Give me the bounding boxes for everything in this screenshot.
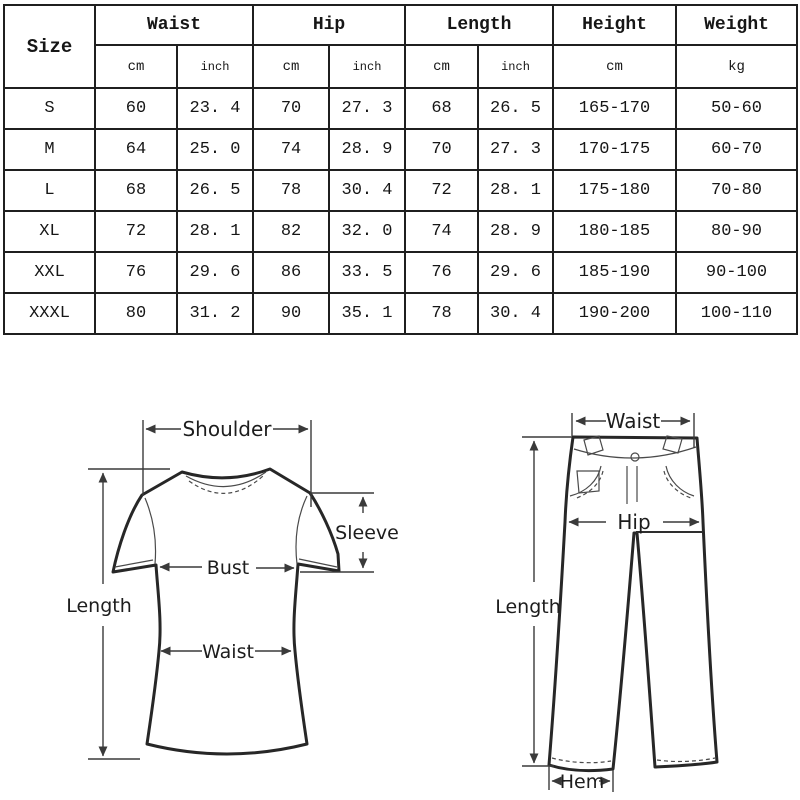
- row-label: XL: [4, 211, 95, 252]
- table-cell: 175-180: [553, 170, 676, 211]
- column-header-length: Length: [405, 5, 553, 45]
- unit-header: cm: [95, 45, 177, 88]
- table-cell: 165-170: [553, 88, 676, 129]
- table-row-s: [4, 88, 797, 129]
- column-header-waist: Waist: [95, 5, 253, 45]
- table-cell: 27. 3: [329, 88, 405, 129]
- table-cell: 80-90: [676, 211, 797, 252]
- table-cell: 23. 4: [177, 88, 253, 129]
- table-cell: 29. 6: [177, 252, 253, 293]
- table-cell: 190-200: [553, 293, 676, 334]
- column-header-hip: Hip: [253, 5, 405, 45]
- row-label: M: [4, 129, 95, 170]
- table-cell: 74: [253, 129, 329, 170]
- unit-header: inch: [329, 45, 405, 88]
- table-cell: 28. 1: [478, 170, 553, 211]
- row-label: L: [4, 170, 95, 211]
- sleeve-seam-right: [296, 496, 307, 564]
- table-cell: 35. 1: [329, 293, 405, 334]
- table-cell: 30. 4: [478, 293, 553, 334]
- pants-length-label: Length: [495, 596, 561, 618]
- table-cell: 100-110: [676, 293, 797, 334]
- table-cell: 26. 5: [478, 88, 553, 129]
- table-cell: 86: [253, 252, 329, 293]
- pants-hem-label: Hem: [559, 771, 605, 793]
- table-cell: 70-80: [676, 170, 797, 211]
- shirt-shoulder-label: Shoulder: [182, 417, 272, 441]
- shirt-length-label: Length: [66, 595, 132, 617]
- row-label: XXXL: [4, 293, 95, 334]
- table-cell: 28. 9: [329, 129, 405, 170]
- pants-hip-label: Hip: [617, 510, 651, 534]
- shirt-bust-label: Bust: [206, 557, 250, 579]
- pocket-right: [666, 466, 694, 496]
- table-cell: 50-60: [676, 88, 797, 129]
- table-row-xxxl: [4, 293, 797, 334]
- table-cell: 90: [253, 293, 329, 334]
- unit-header: inch: [177, 45, 253, 88]
- watch-pocket: [577, 471, 599, 493]
- table-cell: 72: [95, 211, 177, 252]
- table-cell: 60-70: [676, 129, 797, 170]
- table-cell: 74: [405, 211, 478, 252]
- size-chart-table: [3, 4, 798, 335]
- tshirt-measurement-diagram: [40, 380, 440, 800]
- shirt-waist-label: Waist: [202, 641, 254, 663]
- table-cell: 70: [405, 129, 478, 170]
- table-cell: 64: [95, 129, 177, 170]
- table-row-xl: [4, 211, 797, 252]
- unit-header: cm: [253, 45, 329, 88]
- column-header-size: Size: [4, 5, 95, 88]
- table-cell: 33. 5: [329, 252, 405, 293]
- row-label: S: [4, 88, 95, 129]
- sleeve-seam-left: [145, 498, 156, 564]
- table-cell: 90-100: [676, 252, 797, 293]
- table-cell: 185-190: [553, 252, 676, 293]
- hem-stitch-right: [657, 758, 715, 761]
- unit-header: kg: [676, 45, 797, 88]
- unit-header: inch: [478, 45, 553, 88]
- row-label: XXL: [4, 252, 95, 293]
- table-row-m: [4, 129, 797, 170]
- column-header-weight: Weight: [676, 5, 797, 45]
- table-cell: 80: [95, 293, 177, 334]
- table-cell: 180-185: [553, 211, 676, 252]
- table-cell: 31. 2: [177, 293, 253, 334]
- table-cell: 28. 1: [177, 211, 253, 252]
- table-cell: 76: [95, 252, 177, 293]
- pants-waist-label: Waist: [605, 409, 661, 433]
- table-cell: 170-175: [553, 129, 676, 170]
- table-cell: 72: [405, 170, 478, 211]
- table-cell: 70: [253, 88, 329, 129]
- table-cell: 76: [405, 252, 478, 293]
- column-header-height: Height: [553, 5, 676, 45]
- table-cell: 28. 9: [478, 211, 553, 252]
- shirt-sleeve-label: Sleeve: [335, 522, 399, 544]
- table-cell: 27. 3: [478, 129, 553, 170]
- tshirt-outline: [113, 469, 339, 754]
- table-cell: 78: [253, 170, 329, 211]
- unit-header: cm: [553, 45, 676, 88]
- table-cell: 32. 0: [329, 211, 405, 252]
- table-cell: 78: [405, 293, 478, 334]
- table-cell: 30. 4: [329, 170, 405, 211]
- waist-button: [631, 453, 639, 461]
- table-cell: 60: [95, 88, 177, 129]
- table-cell: 26. 5: [177, 170, 253, 211]
- pants-measurement-diagram: [470, 380, 800, 800]
- pants-outline: [549, 437, 717, 771]
- belt-loop-left: [584, 436, 603, 455]
- table-cell: 29. 6: [478, 252, 553, 293]
- table-row-xxl: [4, 252, 797, 293]
- table-cell: 82: [253, 211, 329, 252]
- pocket-right-stitch: [664, 471, 691, 498]
- table-cell: 68: [95, 170, 177, 211]
- table-row-l: [4, 170, 797, 211]
- table-cell: 68: [405, 88, 478, 129]
- unit-header: cm: [405, 45, 478, 88]
- table-cell: 25. 0: [177, 129, 253, 170]
- hem-stitch-left: [552, 758, 611, 763]
